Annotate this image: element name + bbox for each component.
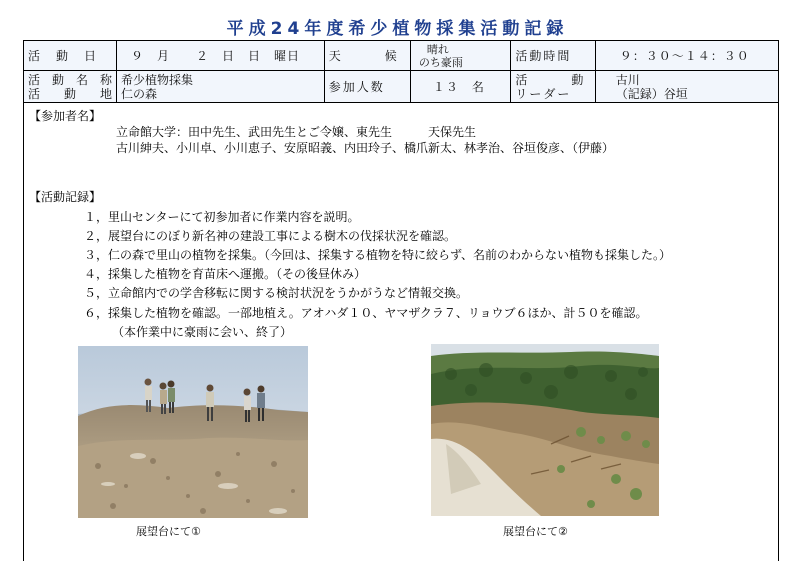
record-item: ４，採集した植物を育苗床へ運搬。（その後昼休み） — [84, 267, 367, 281]
weather-value — [410, 41, 511, 71]
photo-observation-deck-1 — [78, 346, 308, 518]
leader-values — [595, 71, 778, 103]
record-item-note: （本作業中に豪雨に会い、終了） — [112, 325, 293, 339]
record-item: ５，立命館内での学舎移転に関する検討状況をうかがうなど情報交換。 — [84, 286, 469, 300]
date-label: 活 動 日 — [24, 41, 117, 71]
page-title: 平成24年度希少植物採集活動記録 — [226, 19, 569, 39]
name-place-labels — [24, 71, 117, 103]
photo-observation-deck-2 — [431, 344, 659, 516]
name-place-values — [117, 71, 325, 103]
time-value: ９：３０～１４：３０ — [595, 41, 778, 71]
info-table — [23, 40, 779, 103]
record-item: ６，採集した植物を確認。一部地植え。アオハダ１０、ヤマザクラ７、リョウブ６ほか、計５０を確認。 — [84, 306, 648, 320]
record-item: ２，展望台にのぼり新名神の建設工事による樹木の伐採状況を確認。 — [84, 229, 457, 243]
leader-label-2: リーダー — [515, 86, 572, 101]
photo-caption-1: 展望台にて① — [136, 525, 201, 538]
weather-line-1: 晴れ — [426, 42, 449, 56]
date-value: ９ 月 ２ 日 日 曜日 — [117, 41, 325, 71]
weather-line-2: のち豪雨 — [418, 55, 463, 69]
weather-label: 天 候 — [324, 41, 410, 71]
photo-caption-2: 展望台にて② — [503, 525, 568, 538]
place-label: 活 動 地 — [28, 86, 113, 101]
leader-value-1: 古川 — [615, 72, 640, 87]
leader-value-2: （記録）谷垣 — [615, 86, 688, 101]
record-heading: 【活動記録】 — [29, 190, 102, 204]
leader-labels — [511, 71, 595, 103]
place-value: 仁の森 — [121, 86, 158, 101]
name-label: 活 動 名 称 — [28, 72, 113, 87]
participants-line-1: 立命館大学：田中先生、武田先生とご令嬢、東先生 天保先生 — [116, 125, 477, 139]
record-item: ３，仁の森で里山の植物を採集。（今回は、採集する植物を特に絞らず、名前のわからない植物も採集した。） — [84, 248, 672, 262]
time-label: 活動時間 — [511, 41, 595, 71]
name-value: 希少植物採集 — [121, 72, 194, 87]
participants-count-label: 参加人数 — [324, 71, 410, 103]
participants-count-value: １３ 名 — [410, 71, 511, 103]
record-item: １，里山センターにて初参加者に作業内容を説明。 — [84, 210, 360, 224]
leader-label-1: 活 動 — [515, 72, 586, 87]
participants-line-2: 古川紳夫、小川卓、小川恵子、安原昭義、内田玲子、橋爪新太、林孝治、谷垣俊彦、（伊藤） — [116, 141, 615, 155]
participants-heading: 【参加者名】 — [29, 109, 102, 123]
